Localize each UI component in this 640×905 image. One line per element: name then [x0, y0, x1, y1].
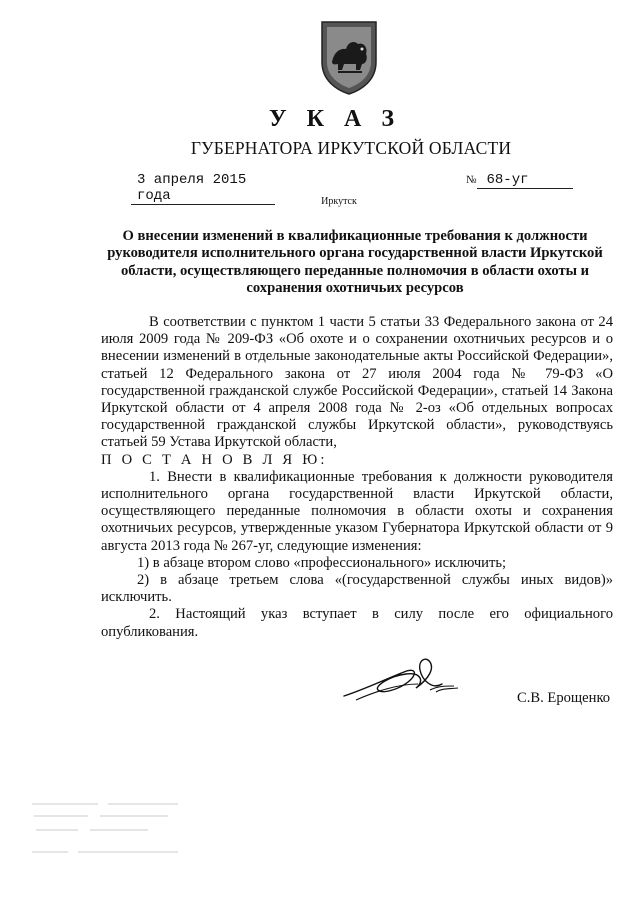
decree-date: 3 апреля 2015 года: [131, 172, 275, 205]
decree-issuer: ГУБЕРНАТОРА ИРКУТСКОЙ ОБЛАСТИ: [190, 138, 512, 158]
decree-body: [101, 314, 613, 641]
coat-of-arms-irkutsk-icon: [318, 18, 380, 96]
decree-title: У К А З: [268, 106, 401, 132]
scan-noise: [28, 796, 198, 862]
postanovlyayu-line: П О С Т А Н О В Л Я Ю:: [101, 451, 328, 468]
sub-item-2: 2) в абзаце третьем слова «(государственной службы иных видов)» исключить.: [101, 572, 613, 606]
sub-item-1: 1) в абзаце втором слово «профессионального» исключить;: [137, 554, 507, 571]
clause-2: 2. Настоящий указ вступает в силу после его официального опубликования.: [101, 606, 613, 640]
decree-number-field: [466, 172, 573, 189]
decree-number: 68-уг: [477, 172, 573, 189]
number-sign: №: [466, 174, 477, 186]
decree-city: Иркутск: [321, 196, 357, 207]
decree-heading: О внесении изменений в квалификационные требования к должности руководителя исполнительного органа государственной власти Иркутской области, осуществляющего переданные полномочия в области охоты и сохранения охотничьих ресурсов: [107, 228, 603, 297]
signer-name: С.В. Ерощенко: [517, 690, 611, 706]
handwritten-signature-icon: [338, 648, 468, 710]
preamble-paragraph: В соответствии с пунктом 1 части 5 статьи 33 Федерального закона от 24 июля 2009 года № 209-ФЗ «Об охоте и о сохранении охотничьих ресурсов и о внесении изменений в отдельные законодательные акты Российской Федерации», статьей 12 Федерального закона от 27 июля 2004 года № 79-ФЗ «О государственной гражданской службе Российской Федерации», статьей 14 Закона Иркутской области от 4 апреля 2008 года № 2-оз «Об отдельных вопросах государственной гражданской службы Иркутской области», руководствуясь статьей 59 Устава Иркутской области,: [101, 314, 613, 451]
clause-1: 1. Внести в квалификационные требования к должности руководителя исполнительного органа государственной власти Иркутской области, осуществляющего переданные полномочия в области охоты и сохранения охотничьих ресурсов, утвержденные указом Губернатора Иркутской области от 9 августа 2013 года № 267-уг, следующие изменения:: [101, 468, 613, 554]
